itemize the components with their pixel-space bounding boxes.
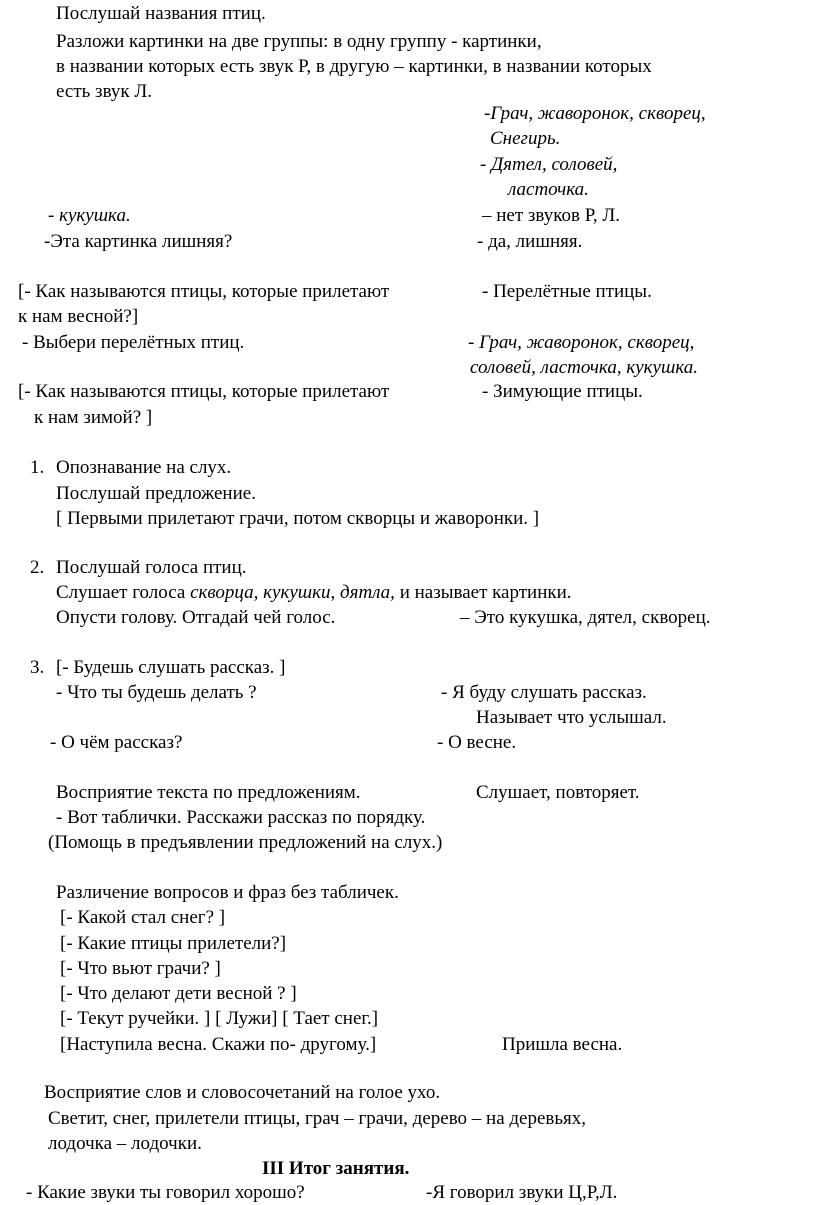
words-line-3: лодочка – лодочки. [48,1133,202,1154]
distinction-line-7: [Наступила весна. Скажи по- другому.] [60,1034,377,1055]
distinction-line-1: Различение вопросов и фраз без табличек. [56,882,399,903]
kukushka-word: - кукушка. [48,205,131,226]
perception-line-3: (Помощь в предъявлении предложений на слух.) [48,832,443,853]
distinction-line-5: [- Что делают дети весной ? ] [60,983,297,1004]
item-3-answer-2: - О весне. [437,732,517,753]
item-1-line-2: Послушай предложение. [56,483,256,504]
item-1-line-3: [ Первыми прилетают грачи, потом скворцы и жаворонки. ] [56,508,540,529]
intro-line-3: в названии которых есть звук Р, в другую – картинки, в названии которых [56,56,652,77]
perception-line-2: - Вот таблички. Расскажи рассказ по порядку. [56,807,426,828]
intro-line-4: есть звук Л. [56,81,153,102]
kukushka-line [48,204,131,228]
intro-line-2: Разложи картинки на две группы: в одну группу - картинки, [56,31,542,52]
answer-group-l-1: - Дятел, соловей, [480,154,618,175]
item-2-line-2 [56,581,572,605]
choose-answer-2 [470,356,698,380]
kukushka-answer: – нет звуков Р, Л. [482,205,621,226]
item-1-number: 1. [30,457,45,478]
summary-title: III Итог занятия. [262,1158,410,1179]
item-2-title: Послушай голоса птиц. [56,557,247,578]
item-1-title: Опознавание на слух. [56,457,232,478]
perception-line-1: Восприятие текста по предложениям. [56,782,361,803]
perception-answer: Слушает, повторяет. [476,782,640,803]
distinction-answer: Пришла весна. [502,1034,623,1055]
winter-question-2: к нам зимой? ] [34,407,153,428]
choose-answer-2-comma: , [616,357,622,378]
intro-line-1: Послушай названия птиц. [56,3,266,24]
migrant-question-2: к нам весной?] [18,306,139,327]
item-3-question-1: - Что ты будешь делать ? [56,682,257,703]
winter-answer: - Зимующие птицы. [482,381,643,402]
answer-group-l-2: ласточка. [508,179,589,200]
choose-answer-2-part2: кукушка. [626,357,698,378]
summary-answer: -Я говорил звуки Ц,Р,Л. [426,1182,618,1203]
winter-question-1: [- Как называются птицы, которые прилетают [18,381,390,402]
item-3-answer-1: - Я буду слушать рассказ. [441,682,647,703]
distinction-line-6: [- Текут ручейки. ] [ Лужи] [ Тает снег.] [60,1008,379,1029]
odd-answer: - да, лишняя. [477,231,583,252]
words-line-1: Восприятие слов и словосочетаний на голое ухо. [44,1082,441,1103]
choose-question: - Выбери перелётных птиц. [22,332,245,353]
distinction-line-2: [- Какой стал снег? ] [60,907,226,928]
distinction-line-3: [- Какие птицы прилетели?] [60,933,287,954]
item-2-answer: – Это кукушка, дятел, скворец. [460,607,711,628]
item-3-number: 3. [30,657,45,678]
distinction-line-4: [- Что вьют грачи? ] [60,958,221,979]
item-2-number: 2. [30,557,45,578]
summary-question: - Какие звуки ты говорил хорошо? [26,1182,305,1203]
words-line-2: Светит, снег, прилетели птицы, грач – грачи, дерево – на деревьях, [48,1108,587,1129]
choose-answer-2-part1: соловей, ласточка [470,357,617,378]
item-2-line-2-a: Слушает голоса [56,582,191,603]
migrant-answer: - Перелётные птицы. [482,281,652,302]
item-2-line-3: Опусти голову. Отгадай чей голос. [56,607,336,628]
item-2-line-2-e: и называет картинки. [394,582,572,603]
odd-question: -Эта картинка лишняя? [44,231,233,252]
answer-group-r-1: -Грач, жаворонок, скворец, [484,103,706,124]
item-3-question-2: - О чём рассказ? [50,732,183,753]
item-3-title: [- Будешь слушать рассказ. ] [56,657,286,678]
item-3-answer-1b: Называет что услышал. [476,707,667,728]
choose-answer-1: - Грач, жаворонок, скворец, [468,332,695,353]
item-2-line-2-c: , [330,582,340,603]
answer-group-r-2: Снегирь. [490,128,561,149]
item-2-line-2-b: скворца, кукушки [190,582,331,603]
migrant-question-1: [- Как называются птицы, которые прилетают [18,281,390,302]
item-2-line-2-d: дятла, [340,582,395,603]
